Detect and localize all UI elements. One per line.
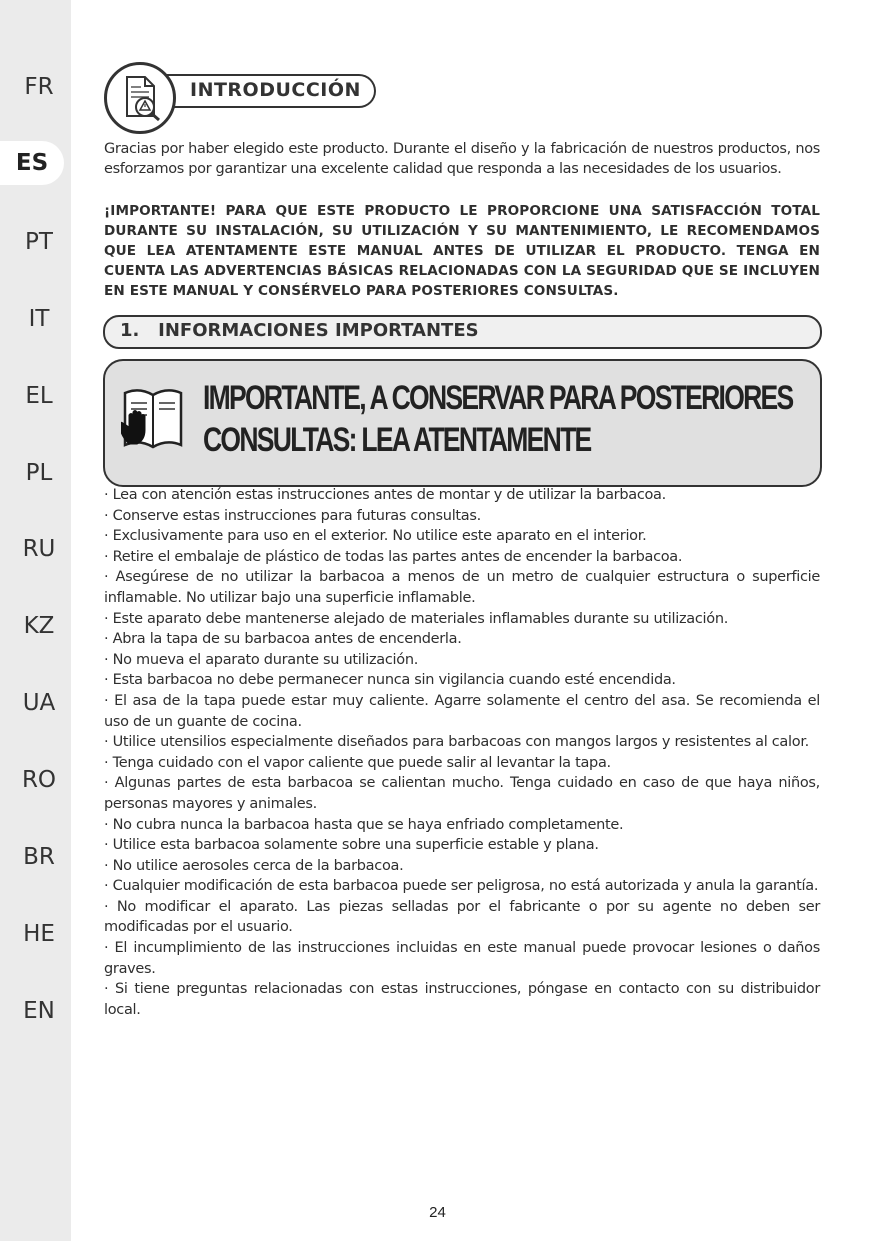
lang-tab-he[interactable]: HE (23, 921, 55, 947)
manual-hand-icon (121, 383, 185, 459)
list-item: · No cubra nunca la barbacoa hasta que se haya enfriado completamente. (104, 816, 624, 833)
list-item: · Cualquier modificación de esta barbacoa puede ser peligrosa, no está autorizada y anula la garantía. (104, 878, 819, 895)
list-item: · Utilice esta barbacoa solamente sobre una superficie estable y plana. (104, 837, 599, 854)
safety-bullet-list (104, 485, 820, 1020)
section-header (103, 315, 822, 349)
document-warning-icon (104, 62, 176, 134)
lang-tab-ru[interactable]: RU (22, 536, 56, 562)
lang-tab-en[interactable]: EN (23, 998, 55, 1024)
intro-title: INTRODUCCIÓN (190, 79, 361, 101)
lang-tab-ro[interactable]: RO (21, 767, 57, 793)
page-number: 24 (429, 1204, 446, 1221)
intro-title-pill (154, 74, 376, 108)
notice-title-line1: IMPORTANTE, A CONSERVAR PARA POSTERIORES (203, 379, 793, 417)
lang-tab-es[interactable]: ES (0, 141, 64, 185)
list-item: · No modificar el aparato. Las piezas selladas por el fabricante o por su agente no deben ser modificadas por el usuario. (104, 898, 820, 936)
list-item: · Exclusivamente para uso en el exterior. No utilice este aparato en el interior. (104, 528, 647, 545)
lang-tab-br[interactable]: BR (23, 844, 55, 870)
section-title: 1. INFORMACIONES IMPORTANTES (120, 320, 479, 341)
lang-tab-pl[interactable]: PL (25, 460, 53, 486)
list-item: · Asegúrese de no utilizar la barbacoa a menos de un metro de cualquier estructura o superficie inflamable. No utilizar bajo una superficie inflamable. (104, 569, 820, 606)
list-item: · Abra la tapa de su barbacoa antes de encenderla. (104, 631, 462, 648)
list-item: · Lea con atención estas instrucciones antes de montar y de utilizar la barbacoa. (104, 487, 666, 503)
list-item: · El asa de la tapa puede estar muy caliente. Agarre solamente el centro del asa. Se recomienda el uso de un guante de cocina. (104, 692, 820, 730)
notice-title-line2: CONSULTAS: LEA ATENTAMENTE (203, 421, 591, 459)
lang-tab-fr[interactable]: FR (24, 74, 54, 100)
list-item: · Conserve estas instrucciones para futuras consultas. (104, 507, 481, 524)
list-item: · Esta barbacoa no debe permanecer nunca sin vigilancia cuando esté encendida. (104, 672, 676, 689)
lang-tab-pt[interactable]: PT (25, 229, 53, 255)
lang-tab-kz[interactable]: KZ (23, 613, 55, 639)
list-item: · Retire el embalaje de plástico de todas las partes antes de encender la barbacoa. (104, 548, 683, 565)
intro-warning: ¡IMPORTANTE! PARA QUE ESTE PRODUCTO LE PROPORCIONE UNA SATISFACCIÓN TOTAL DURANTE SU INSTALACIÓN, SU UTILIZACIÓN Y SU MANTENIMIENTO, LE RECOMENDAMOS QUE LEA ATENTAMENTE ESTE MANUAL ANTES DE UTILIZAR EL PRODUCTO. TENGA EN CUENTA LAS ADVERTENCIAS BÁSICAS RELACIONADAS CON LA SEGURIDAD QUE SE INCLUYEN EN ESTE MANUAL Y CONSÉRVELO PARA POSTERIORES CONSULTAS. (104, 203, 820, 299)
lang-tab-ua[interactable]: UA (22, 690, 56, 716)
list-item: · No mueva el aparato durante su utilización. (104, 651, 419, 668)
important-notice-box (103, 359, 822, 487)
list-item: · Si tiene preguntas relacionadas con estas instrucciones, póngase en contacto con su distribuidor local. (104, 981, 820, 1018)
intro-paragraph: Gracias por haber elegido este producto. Durante el diseño y la fabricación de nuestros productos, nos esforzamos por garantizar una excelente calidad que responda a las necesidades de los usuarios. (104, 141, 820, 177)
list-item: · El incumplimiento de las instrucciones incluidas en este manual puede provocar lesiones o daños graves. (104, 940, 820, 977)
list-item: · Este aparato debe mantenerse alejado de materiales inflamables durante su utilización. (104, 610, 729, 627)
list-item: · No utilice aerosoles cerca de la barbacoa. (104, 857, 404, 874)
list-item: · Tenga cuidado con el vapor caliente que puede salir al levantar la tapa. (104, 754, 611, 771)
lang-tab-el[interactable]: EL (25, 383, 53, 409)
list-item: · Utilice utensilios especialmente diseñados para barbacoas con mangos largos y resistentes al calor. (104, 734, 809, 751)
lang-tab-it[interactable]: IT (28, 306, 50, 332)
list-item: · Algunas partes de esta barbacoa se calientan mucho. Tenga cuidado en caso de que haya niños, personas mayores y animales. (104, 775, 820, 812)
